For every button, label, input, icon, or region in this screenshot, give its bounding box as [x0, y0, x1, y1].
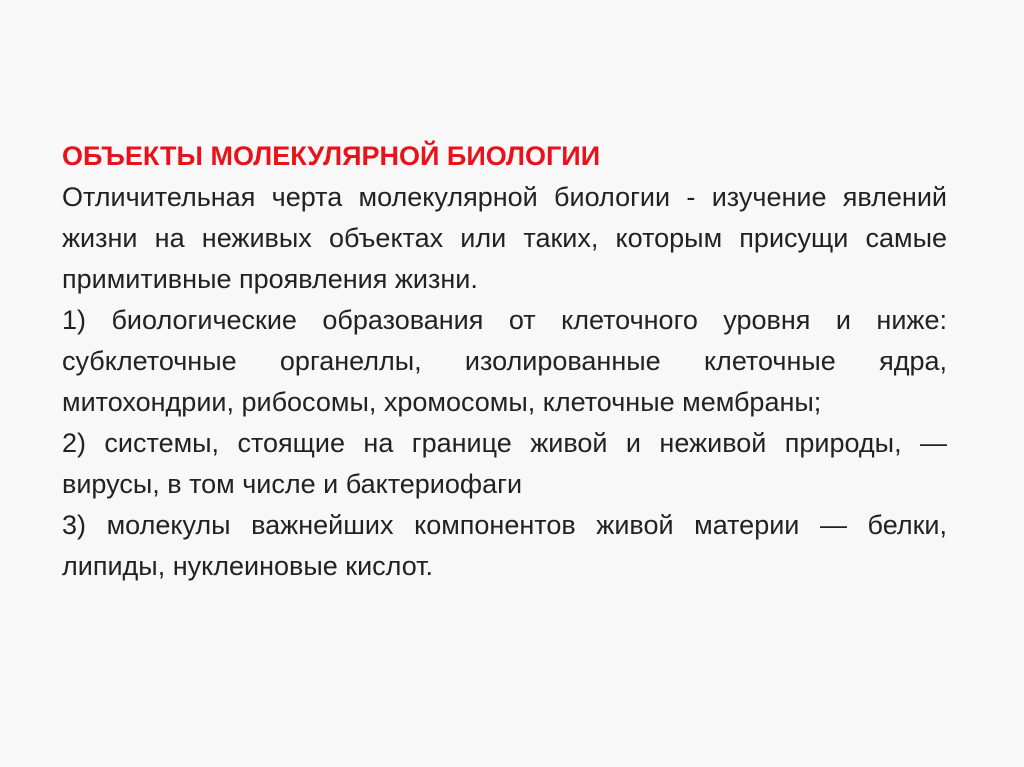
slide-content	[62, 136, 947, 587]
list-item-2: 2) системы, стоящие на границе живой и неживой природы, — вирусы, в том числе и бактериофаги	[62, 428, 947, 499]
list-item-1: 1) биологические образования от клеточного уровня и ниже: субклеточные органеллы, изолированные клеточные ядра, митохондрии, рибосомы, хромосомы, клеточные мембраны;	[62, 305, 947, 417]
intro-paragraph: Отличительная черта молекулярной биологии - изучение явлений жизни на неживых объектах или таких, которым присущи самые примитивные проявления жизни.	[62, 182, 947, 294]
list-item-3: 3) молекулы важнейших компонентов живой материи — белки, липиды, нуклеиновые кислот.	[62, 510, 947, 581]
slide-title: ОБЪЕКТЫ МОЛЕКУЛЯРНОЙ БИОЛОГИИ	[62, 141, 601, 171]
